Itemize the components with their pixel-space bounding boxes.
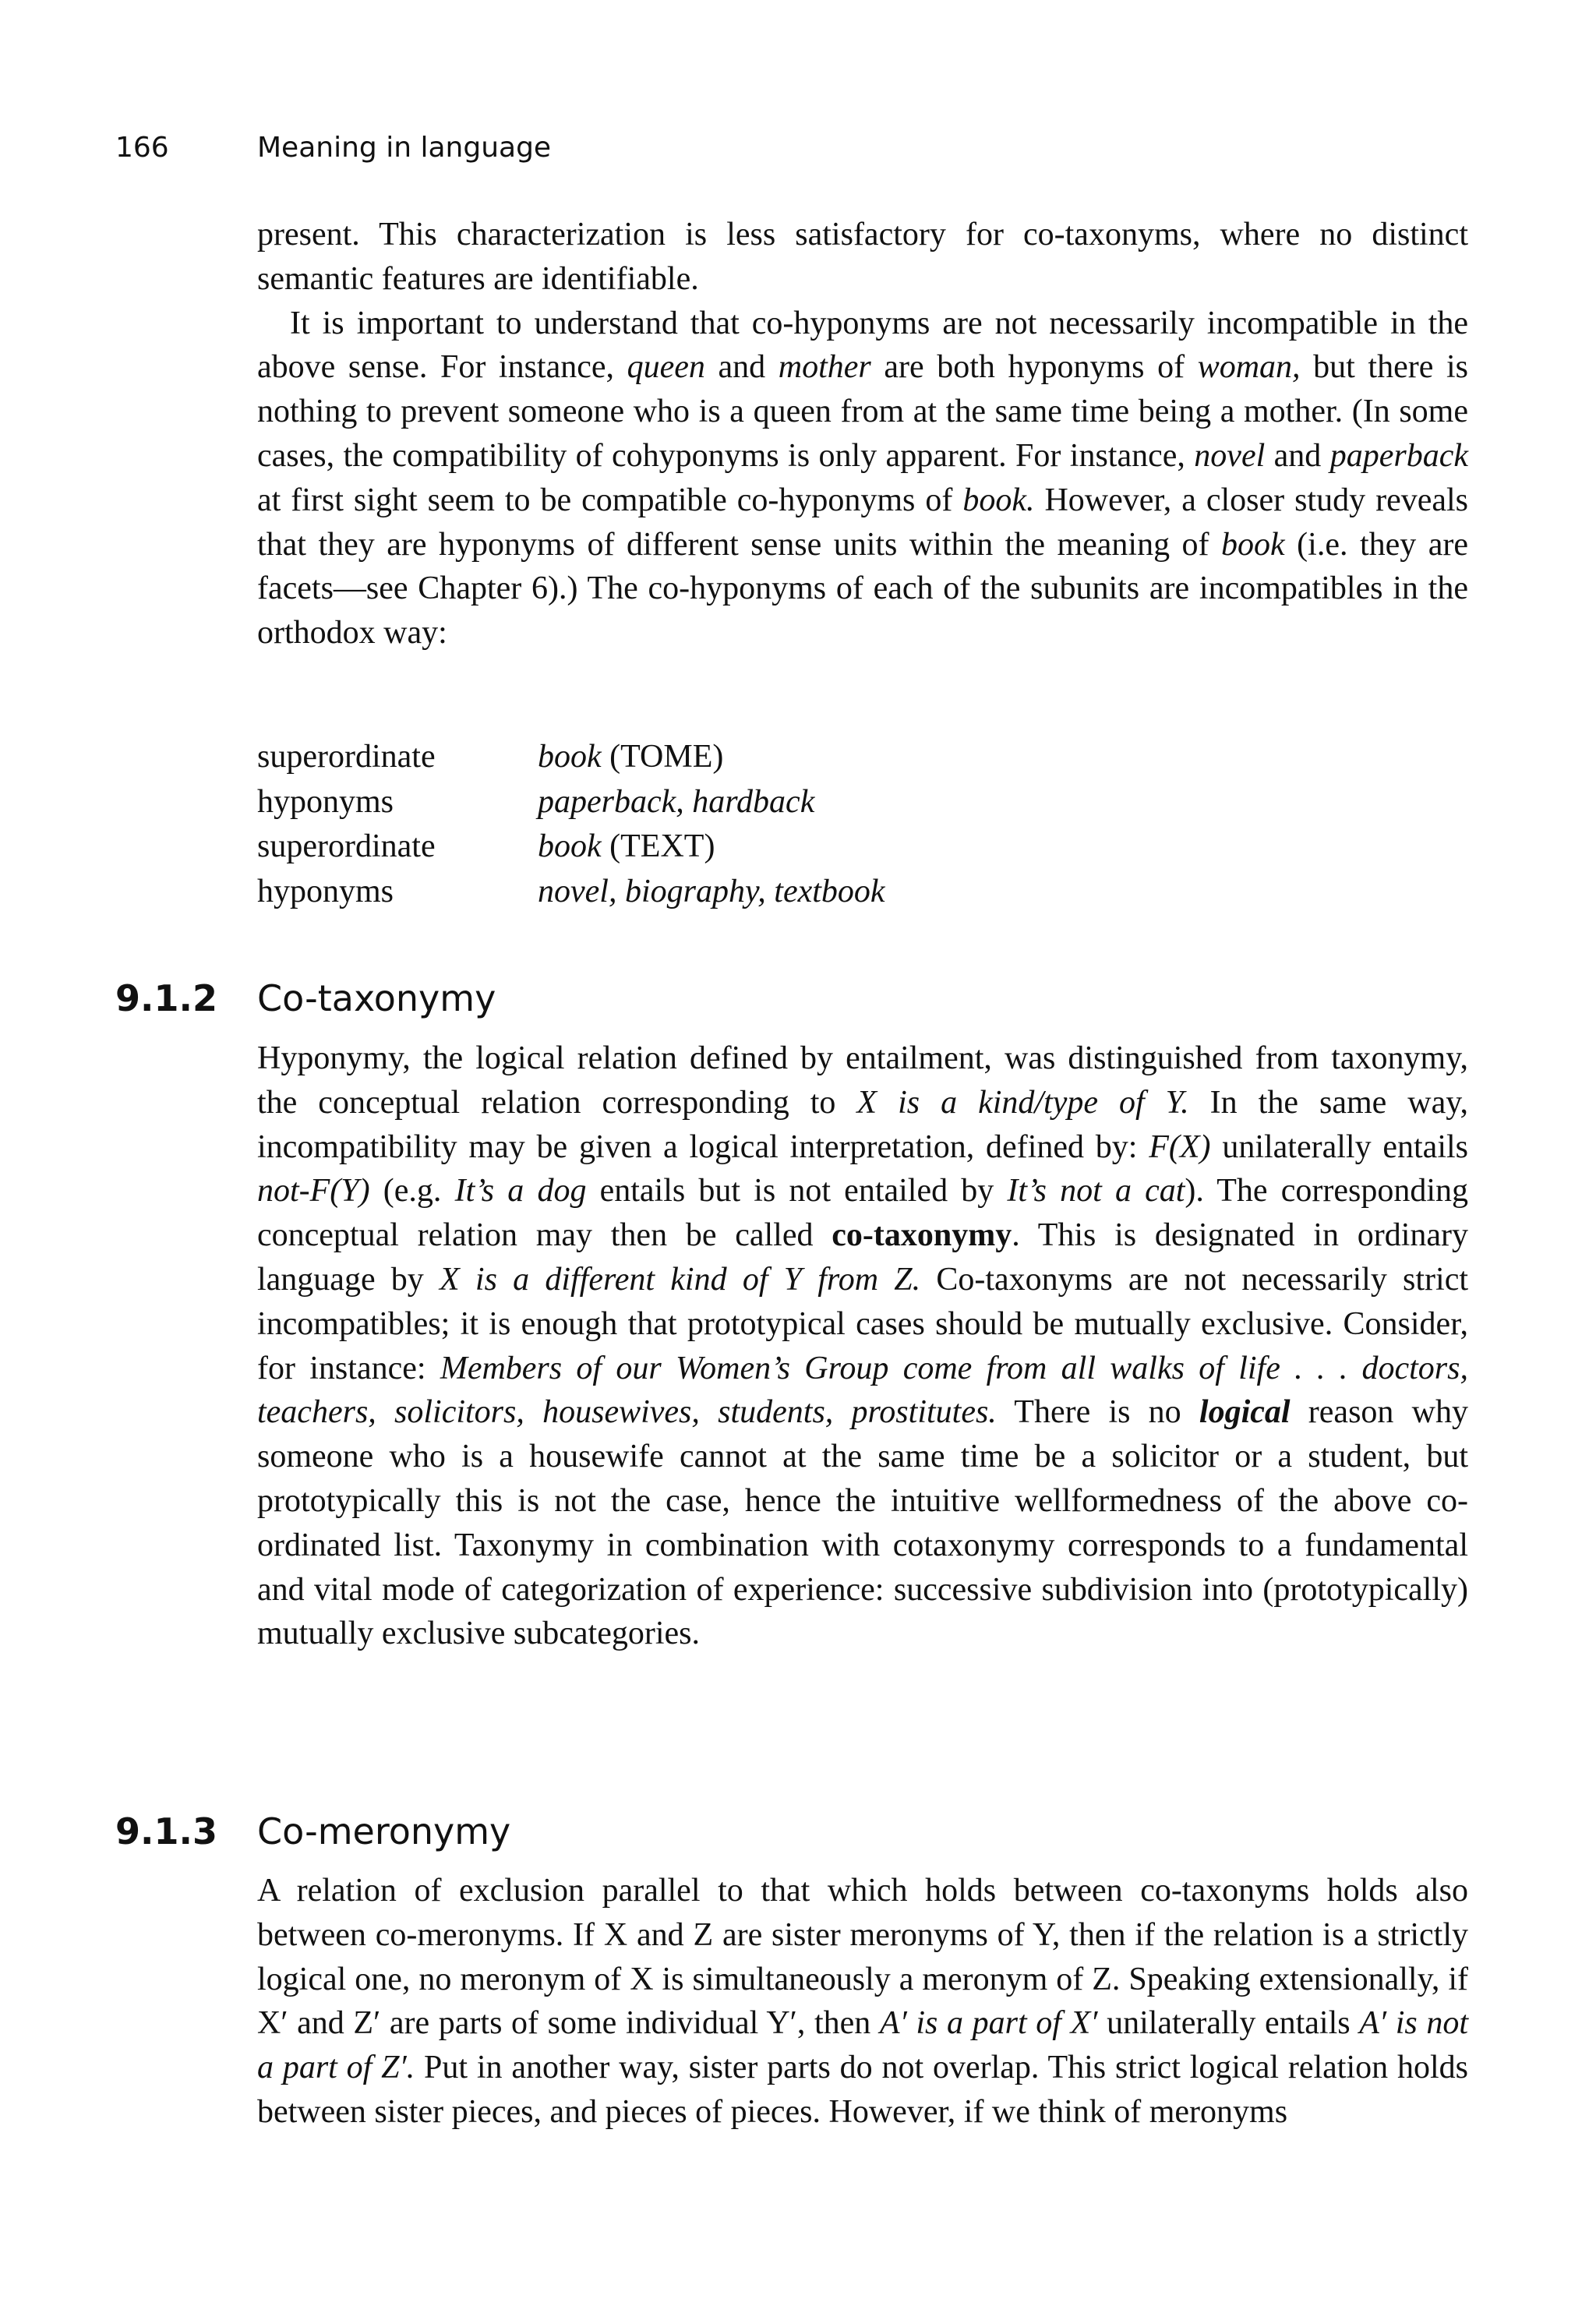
running-title: Meaning in language [257,132,552,164]
intro-text [257,213,1468,655]
cohyponyms-paragraph: It is important to understand that co-hyponyms are not necessarily incompatible in the above sense. For instance, queen and mother are both hyponyms of woman, but there is nothing to prevent someone who is a queen from at the same time being a mother. (In some cases, the compatibility of cohyponyms is only apparent. For instance, novel and paperback at first sight seem to be compatible co-hyponyms of book. However, a closer study reveals that they are hyponyms of different sense units within the meaning of book (i.e. they are facets—see Chapter 6).) The co-hyponyms of each of the subunits are incompatibles in the orthodox way: [257,305,1469,652]
co-taxonymy-text [257,1036,1468,1656]
page-number: 166 [115,132,169,164]
term-co-taxonymy: co-taxonymy [832,1217,1012,1254]
emphasis-logical: logical [1199,1394,1291,1431]
running-head [115,131,551,165]
hierarchy-row: superordinate book (TOME) [257,739,724,775]
hierarchy-row: hyponyms novel, biography, textbook [257,873,885,909]
hierarchy-row: hyponyms paperback, hardback [257,783,815,820]
hyponym-hierarchy-list [257,735,885,914]
hierarchy-row: superordinate book (TEXT) [257,828,715,864]
section-heading-co-meronymy: 9.1.3 Co-meronymy [115,1810,511,1852]
co-taxonymy-paragraph: Hyponymy, the logical relation defined by entailment, was distinguished from taxonymy, the conceptual relation corresponding to X is a kind/type of Y. In the same way, incompatibility may be given a logical interpretation, defined by: F(X) unilaterally entails not-F(Y) (e.g. It’s a dog entails but is not entailed by It’s not a cat). The corresponding conceptual relation may then be called co-taxonymy. This is designated in ordinary language by X is a different kind of Y from Z. Co-taxonyms are not necessarily strict incompatibles; it is enough that prototypical cases should be mutually exclusive. Consider, for instance: Members of our Women’s Group come from all walks of life . . . doctors, teachers, solicitors, housewives, students, prostitutes. There is no logical reason why someone who is a housewife cannot at the same time be a solicitor or a student, but prototypically this is not the case, hence the intuitive wellformedness of the above co-ordinated list. Taxonymy in combination with cotaxonymy corresponds to a fundamental and vital mode of categorization of experience: successive subdivision into (prototypically) mutually exclusive subcategories. [257,1040,1469,1652]
section-heading-co-taxonymy: 9.1.2 Co-taxonymy [115,977,496,1019]
continuation-paragraph: present. This characterization is less satisfactory for co-taxonyms, where no distinct semantic features are identifiable. [257,217,1468,297]
co-meronymy-text [257,1869,1468,2135]
co-meronymy-paragraph: A relation of exclusion parallel to that which holds between co-taxonyms holds also between co-meronyms. If X and Z are sister meronyms of Y, then if the relation is a strictly logical one, no meronym of X is simultaneously a meronym of Z. Speaking extensionally, if X′ and Z′ are parts of some individual Y′, then A′ is a part of X′ unilaterally entails A′ is not a part of Z′. Put in another way, sister parts do not overlap. This strict logical relation holds between sister pieces, and pieces of pieces. However, if we think of meronyms [257,1873,1468,2130]
